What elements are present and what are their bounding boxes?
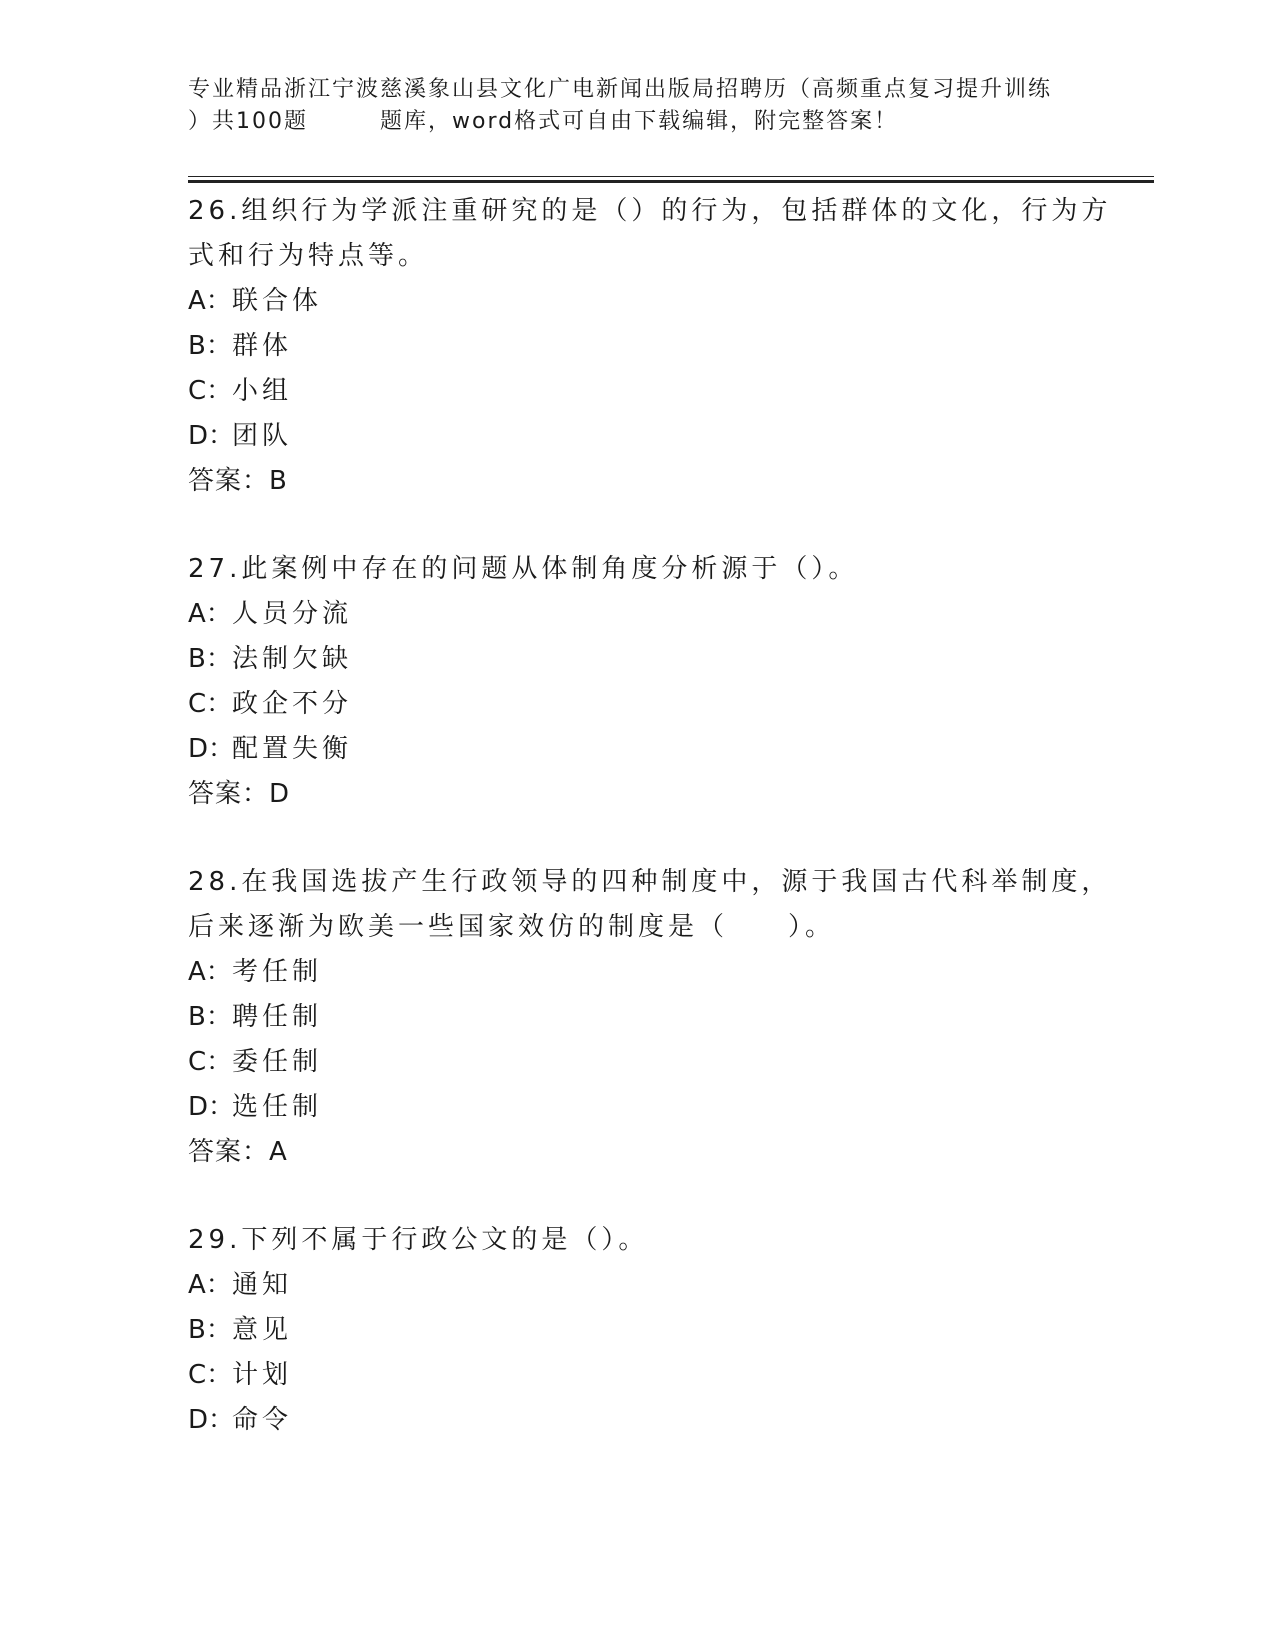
header-divider-thick <box>188 180 1154 183</box>
option-key: A： <box>188 957 232 987</box>
option-key: D： <box>188 421 235 451</box>
option-key: C： <box>188 376 233 406</box>
header-title-part-b: 题库，word格式可自由下载编辑，附完整答案！ <box>380 109 899 134</box>
document-header <box>188 74 1088 138</box>
option-c <box>188 682 1128 727</box>
answer-line <box>188 459 1128 504</box>
option-a <box>188 592 1128 637</box>
header-title-part-a: ）共100题 <box>188 109 308 134</box>
answer-value: A <box>269 1137 287 1167</box>
question-stem: 29.下列不属于行政公文的是（）。 <box>188 1225 649 1255</box>
option-key: A： <box>188 1270 232 1300</box>
option-key: A： <box>188 599 232 629</box>
question-list <box>188 189 1128 1486</box>
question-28 <box>188 860 1128 1175</box>
option-text: 群体 <box>232 331 293 361</box>
option-text: 聘任制 <box>232 1002 323 1032</box>
option-key: A： <box>188 286 232 316</box>
answer-value: B <box>269 466 287 496</box>
answer-label: 答案： <box>188 779 270 809</box>
option-text: 法制欠缺 <box>232 644 353 674</box>
option-key: D： <box>188 1092 235 1122</box>
option-text: 政企不分 <box>232 689 353 719</box>
option-text: 小组 <box>232 376 293 406</box>
option-a <box>188 279 1128 324</box>
answer-line <box>188 772 1128 817</box>
option-key: B： <box>188 644 232 674</box>
option-key: D： <box>188 734 235 764</box>
header-title-line-2 <box>188 106 1088 138</box>
option-text: 团队 <box>232 421 293 451</box>
answer-value: D <box>269 779 290 809</box>
option-text: 计划 <box>232 1360 293 1390</box>
option-key: B： <box>188 1002 232 1032</box>
option-key: C： <box>188 689 233 719</box>
option-b <box>188 637 1128 682</box>
option-key: B： <box>188 331 232 361</box>
option-text: 委任制 <box>232 1047 323 1077</box>
question-29 <box>188 1218 1128 1443</box>
option-text: 选任制 <box>232 1092 323 1122</box>
option-d <box>188 1085 1128 1130</box>
option-b <box>188 995 1128 1040</box>
option-text: 联合体 <box>232 286 323 316</box>
option-b <box>188 324 1128 369</box>
option-a <box>188 950 1128 995</box>
header-title-line-1: 专业精品浙江宁波慈溪象山县文化广电新闻出版局招聘历（高频重点复习提升训练 <box>188 77 1053 102</box>
option-text: 人员分流 <box>232 599 353 629</box>
option-key: C： <box>188 1047 233 1077</box>
option-c <box>188 1353 1128 1398</box>
option-text: 命令 <box>232 1405 293 1435</box>
header-divider-thin <box>188 176 1154 177</box>
option-key: C： <box>188 1360 233 1390</box>
option-text: 配置失衡 <box>232 734 353 764</box>
option-text: 考任制 <box>232 957 323 987</box>
option-key: D： <box>188 1405 235 1435</box>
option-a <box>188 1263 1128 1308</box>
option-d <box>188 414 1128 459</box>
answer-line <box>188 1130 1128 1175</box>
option-c <box>188 1040 1128 1085</box>
option-text: 意见 <box>232 1315 293 1345</box>
option-c <box>188 369 1128 414</box>
answer-label: 答案： <box>188 466 270 496</box>
question-stem: 28.在我国选拔产生行政领导的四种制度中，源于我国古代科举制度，后来逐渐为欧美一些国家效仿的制度是（ ）。 <box>188 867 1112 942</box>
answer-label: 答案： <box>188 1137 270 1167</box>
option-d <box>188 727 1128 772</box>
question-stem: 26.组织行为学派注重研究的是（）的行为，包括群体的文化，行为方式和行为特点等。 <box>188 196 1112 271</box>
question-26 <box>188 189 1128 504</box>
option-b <box>188 1308 1128 1353</box>
option-d <box>188 1398 1128 1443</box>
question-27 <box>188 547 1128 817</box>
question-stem: 27.此案例中存在的问题从体制角度分析源于（）。 <box>188 554 859 584</box>
option-text: 通知 <box>232 1270 293 1300</box>
option-key: B： <box>188 1315 232 1345</box>
